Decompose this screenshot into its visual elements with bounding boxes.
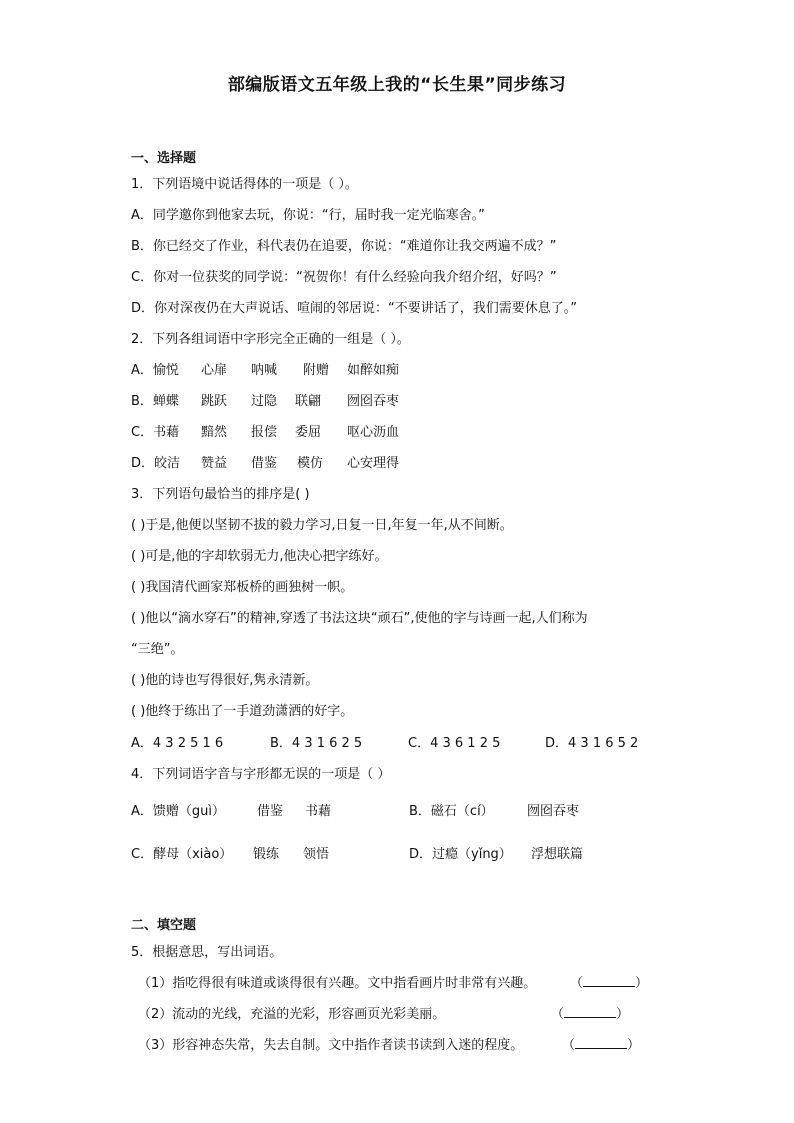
q3-sentence: ( )他的诗也写得很好,隽永清新。: [131, 673, 319, 688]
q3-sentence: ( )他终于练出了一手道劲潇洒的好字。: [131, 704, 354, 719]
q3-option-d: D．4 3 1 6 5 2: [545, 736, 639, 751]
q3-sentence: ( )于是,他便以坚韧不拔的毅力学习,日复一日,年复一年,从不间断。: [131, 518, 513, 533]
q4-word: 囫囵吞枣: [527, 804, 580, 819]
blank-line: [583, 974, 635, 987]
q4-word: A．馈赠（guì）: [131, 804, 225, 819]
section-heading-fill: 二、填空题: [131, 918, 197, 933]
q2-word: A．愉悦: [131, 363, 179, 378]
q1-option-c: C．你对一位获奖的同学说：“祝贺你！有什么经验向我介绍介绍，好吗？”: [131, 270, 557, 285]
q5-item-3: [138, 1034, 523, 1053]
q5-item-text: （2）流动的光线，充溢的光彩，形容画页光彩美丽。: [138, 1007, 446, 1022]
q2-word: 呕心沥血: [347, 425, 400, 440]
q4-word: 锻练: [253, 847, 280, 862]
q3-sentence: ( )可是,他的字却软弱无力,他决心把字练好。: [131, 549, 388, 564]
q2-word: 报偿: [251, 425, 278, 440]
q2-word: 附赠: [303, 363, 330, 378]
q4-word: B．磁石（cí）: [409, 804, 494, 819]
blank-line: [564, 1005, 616, 1018]
q5-item-text: （3）形容神态失常，失去自制。文中指作者读书读到入迷的程度。: [138, 1038, 524, 1053]
q3-sentence: ( )我国清代画家郑板桥的画独树一帜。: [131, 580, 354, 595]
answer-blank-1[interactable]: （ ）: [570, 976, 649, 991]
q2-word: 委屈: [295, 425, 322, 440]
q5-stem: 5．根据意思，写出词语。: [131, 945, 283, 960]
q2-word: D．皎洁: [131, 456, 181, 471]
q3-option-b: B．4 3 1 6 2 5: [270, 736, 363, 751]
q4-word: C．酵母（xiào）: [131, 847, 233, 862]
q2-word: 跳跃: [201, 394, 228, 409]
q3-option-a: A．4 3 2 5 1 6: [131, 736, 224, 751]
q2-word: C．书藉: [131, 425, 180, 440]
q5-item-text: （1）指吃得很有味道或谈得很有兴趣。文中指看画片时非常有兴趣。: [138, 976, 537, 991]
q1-option-a: A．同学邀你到他家去玩，你说：“行，届时我一定光临寒舍。”: [131, 208, 485, 223]
answer-blank-3[interactable]: （ ）: [562, 1038, 641, 1053]
page-title: 部编版语文五年级上我的“长生果”同步练习: [227, 75, 567, 95]
q2-word: 如醉如痴: [347, 363, 400, 378]
q2-word: 联翩: [295, 394, 322, 409]
q2-word: B．蝉蝶: [131, 394, 179, 409]
q2-word: 囫囵吞枣: [347, 394, 400, 409]
blank-line: [575, 1036, 627, 1049]
q2-word: 过隐: [251, 394, 278, 409]
q1-option-b: B．你已经交了作业，科代表仍在追要，你说：“难道你让我交两遍不成？”: [131, 239, 557, 254]
q5-item-2: [138, 1003, 445, 1022]
q4-word: 浮想联篇: [531, 847, 584, 862]
q2-word: 模仿: [297, 456, 324, 471]
q4-word: D．过瘾（yǐng）: [409, 847, 512, 862]
q3-sentence: ( )他以“滴水穿石”的精神,穿透了书法这块“顽石”,使他的字与诗画一起,人们称为: [131, 611, 588, 626]
q2-word: 黯然: [201, 425, 228, 440]
q1-option-d: D．你对深夜仍在大声说话、喧闹的邻居说：“不要讲话了，我们需要休息了。”: [131, 301, 577, 316]
q4-word: 借鉴: [257, 804, 284, 819]
q4-stem: 4．下列词语字音与字形都无误的一项是（ ）: [131, 767, 391, 782]
q1-stem: 1．下列语境中说话得体的一项是（ ）。: [131, 177, 358, 192]
q2-word: 赞益: [201, 456, 228, 471]
q2-word: 心扉: [201, 363, 228, 378]
q2-word: 心安理得: [347, 456, 400, 471]
q2-word: 呐喊: [251, 363, 278, 378]
q5-item-1: [138, 972, 536, 991]
q3-stem: 3．下列语句最恰当的排序是( ): [131, 487, 310, 502]
q3-sentence-continued: “三绝”。: [131, 642, 184, 657]
answer-blank-2[interactable]: （ ）: [551, 1007, 630, 1022]
q4-word: 书藉: [305, 804, 332, 819]
q2-stem: 2．下列各组词语中字形完全正确的一组是（ ）。: [131, 332, 410, 347]
section-heading-choice: 一、选择题: [131, 151, 197, 166]
q3-option-c: C．4 3 6 1 2 5: [408, 736, 501, 751]
q2-word: 借鉴: [251, 456, 278, 471]
q4-word: 领悟: [303, 847, 330, 862]
